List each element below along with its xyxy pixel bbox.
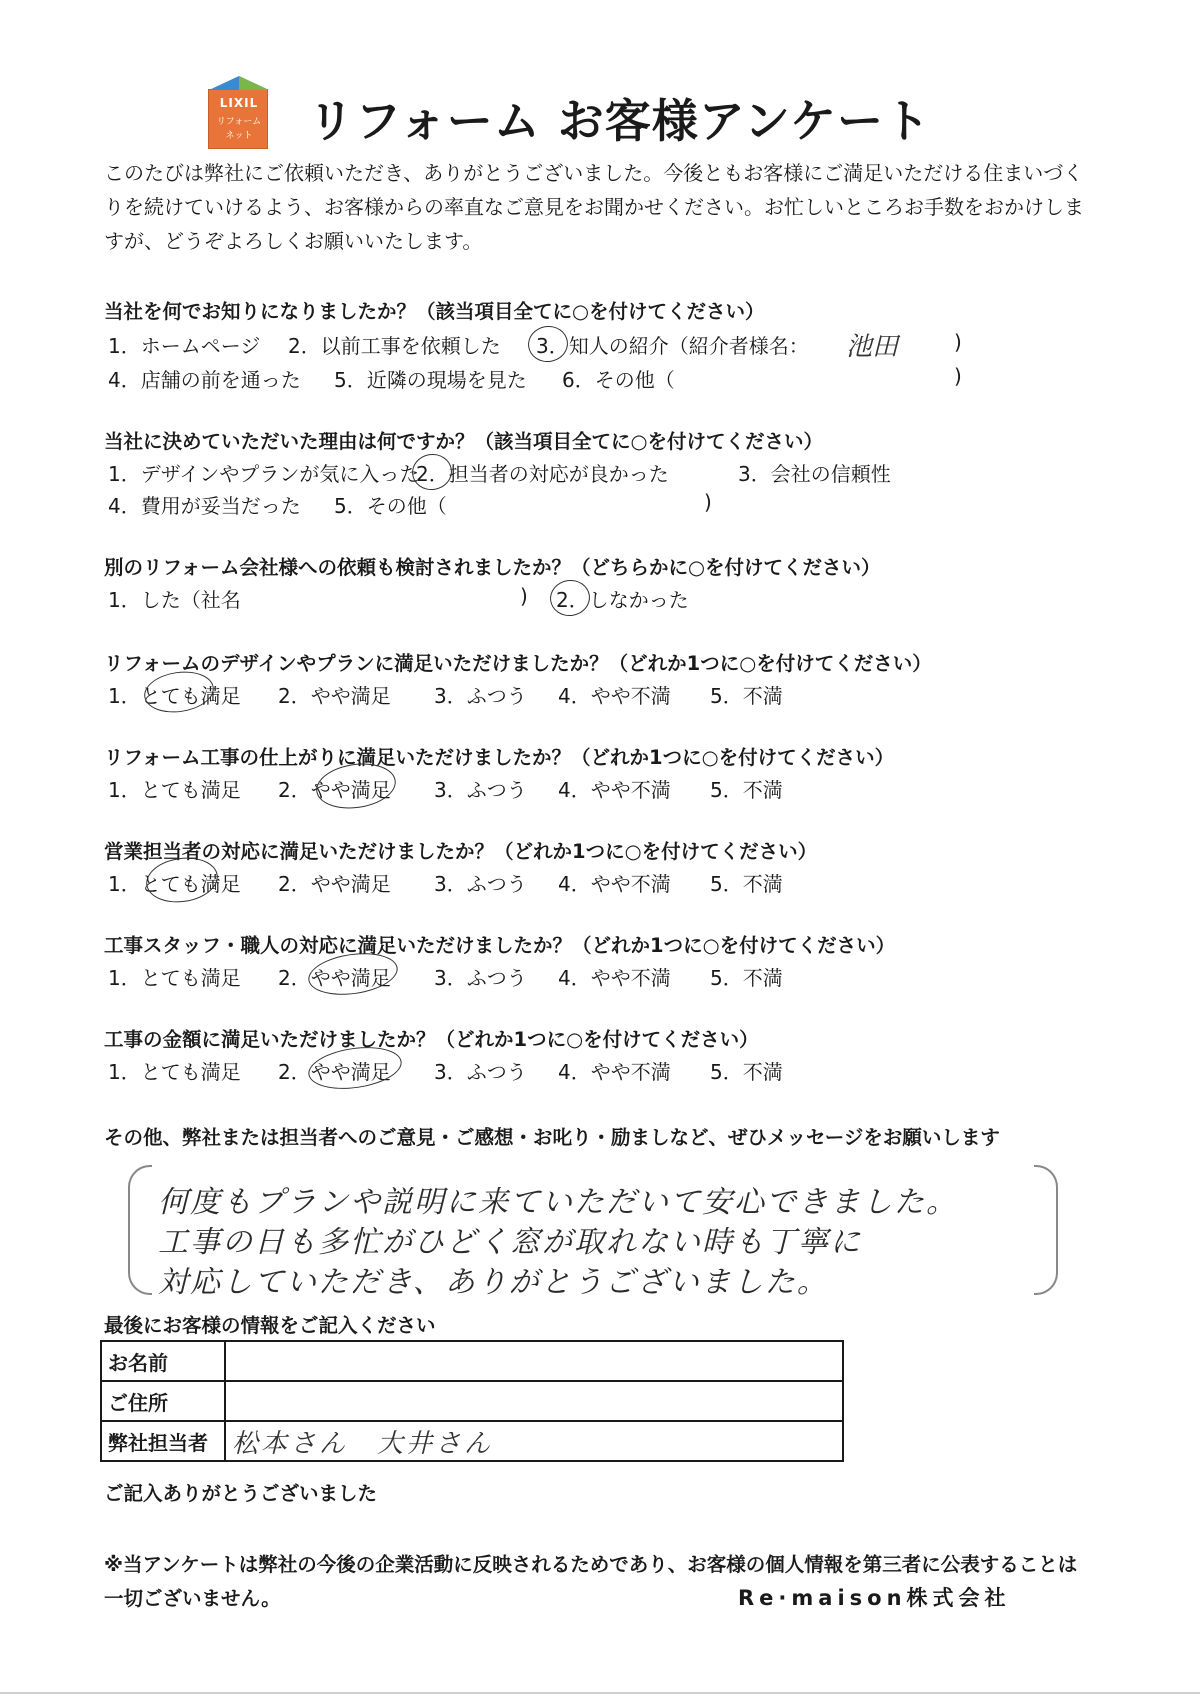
logo-text-3: ネット <box>225 131 253 141</box>
table-row <box>101 1381 843 1421</box>
q4-option-2[interactable]: 2．やや満足 <box>278 684 391 708</box>
q1-referrer-name: 池田 <box>846 332 899 362</box>
q2-option-2[interactable]: 2．担当者の対応が良かった <box>416 462 669 486</box>
comment-bracket-right <box>1034 1165 1058 1295</box>
page-title: リフォーム お客様アンケート <box>308 94 931 148</box>
comment-line-1: 何度もプランや説明に来ていただいて安心できました。 <box>158 1185 958 1220</box>
q6-option-2[interactable]: 2．やや満足 <box>278 872 391 896</box>
q8-option-4[interactable]: 4．やや不満 <box>558 1060 671 1084</box>
staff-label: 弊社担当者 <box>101 1421 225 1461</box>
q7-option-4[interactable]: 4．やや不満 <box>558 966 671 990</box>
q4-option-5[interactable]: 5．不満 <box>710 684 783 708</box>
q1-option-6-close: ) <box>954 364 962 388</box>
q3-title: 別のリフォーム会社様への依頼も検討されましたか？（どちらかに○を付けてください） <box>104 556 881 579</box>
q1-option-3-close: ) <box>954 330 962 354</box>
q1-option-3[interactable]: 3．知人の紹介（紹介者様名： <box>536 334 809 358</box>
q7-option-1[interactable]: 1．とても満足 <box>108 966 241 990</box>
logo-text-1: LIXIL <box>219 96 259 110</box>
privacy-notice: ※当アンケートは弊社の今後の企業活動に反映されるためであり、お客様の個人情報を第三者に公表することは一切ございません。 <box>104 1553 1078 1610</box>
q7-title: 工事スタッフ・職人の対応に満足いただけましたか？（どれか1つに○を付けてください） <box>104 934 896 957</box>
q7-option-3[interactable]: 3．ふつう <box>434 966 527 990</box>
staff-field[interactable] <box>225 1421 843 1461</box>
logo-roof-green <box>239 76 269 90</box>
header <box>208 85 931 151</box>
address-field[interactable] <box>225 1381 843 1421</box>
q6-option-1[interactable]: 1．とても満足 <box>108 872 241 896</box>
comment-bracket-left <box>128 1165 152 1295</box>
q5-option-3[interactable]: 3．ふつう <box>434 778 527 802</box>
q3-option-1[interactable]: 1．した（社名 <box>108 588 241 612</box>
q6-option-4[interactable]: 4．やや不満 <box>558 872 671 896</box>
q5-title: リフォーム工事の仕上がりに満足いただけましたか？（どれか1つに○を付けてください） <box>104 746 895 769</box>
q1-option-1[interactable]: 1．ホームページ <box>108 334 261 358</box>
q5-option-4[interactable]: 4．やや不満 <box>558 778 671 802</box>
q8-option-1[interactable]: 1．とても満足 <box>108 1060 241 1084</box>
q4-option-3[interactable]: 3．ふつう <box>434 684 527 708</box>
q2-title: 当社に決めていただいた理由は何ですか？（該当項目全てに○を付けてください） <box>104 430 824 453</box>
q8-option-5[interactable]: 5．不満 <box>710 1060 783 1084</box>
page-bottom-edge <box>0 1692 1200 1694</box>
q3-option-2[interactable]: 2．しなかった <box>556 588 689 612</box>
q2-option-5-close: ) <box>704 490 712 514</box>
q7-option-2[interactable]: 2．やや満足 <box>278 966 391 990</box>
lixil-logo <box>208 89 268 149</box>
q1-option-6[interactable]: 6．その他（ <box>562 368 675 392</box>
q5-option-5[interactable]: 5．不満 <box>710 778 783 802</box>
q5-option-1[interactable]: 1．とても満足 <box>108 778 241 802</box>
q1-title: 当社を何でお知りになりましたか？（該当項目全てに○を付けてください） <box>104 300 765 323</box>
table-row <box>101 1341 843 1381</box>
q3-option-1-close: ) <box>520 584 528 608</box>
q2-option-5[interactable]: 5．その他（ <box>334 494 447 518</box>
q2-option-4[interactable]: 4．費用が妥当だった <box>108 494 301 518</box>
company-name: Re·maison株式会社 <box>738 1586 1011 1610</box>
comments-title: その他、弊社または担当者へのご意見・ご感想・お叱り・励ましなど、ぜひメッセージをお願いします <box>104 1126 1000 1149</box>
q1-option-5[interactable]: 5．近隣の現場を見た <box>334 368 527 392</box>
name-label: お名前 <box>101 1341 225 1381</box>
customer-info-table <box>100 1340 844 1462</box>
intro-text: このたびは弊社にご依頼いただき、ありがとうございました。今後ともお客様にご満足いただける住まいづくりを続けていけるよう、お客様からの率直なご意見をお聞かせください。お忙しいところお手数をおかけしますが、どうぞよろしくお願いいたします。 <box>104 161 1084 253</box>
comment-line-3: 対応していただき、ありがとうございました。 <box>158 1265 829 1300</box>
q6-option-3[interactable]: 3．ふつう <box>434 872 527 896</box>
q4-option-1[interactable]: 1．とても満足 <box>108 684 241 708</box>
q1-option-2[interactable]: 2．以前工事を依頼した <box>288 334 501 358</box>
comment-line-2: 工事の日も多忙がひどく窓が取れない時も丁寧に <box>158 1225 862 1260</box>
q7-option-5[interactable]: 5．不満 <box>710 966 783 990</box>
thanks-text: ご記入ありがとうございました <box>104 1482 378 1505</box>
q8-option-3[interactable]: 3．ふつう <box>434 1060 527 1084</box>
address-label: ご住所 <box>101 1381 225 1421</box>
q5-option-2[interactable]: 2．やや満足 <box>278 778 391 802</box>
q4-option-4[interactable]: 4．やや不満 <box>558 684 671 708</box>
comment-box[interactable] <box>128 1165 1058 1300</box>
q4-title: リフォームのデザインやプランに満足いただけましたか？（どれか1つに○を付けてください） <box>104 652 932 675</box>
name-field[interactable] <box>225 1341 843 1381</box>
q2-option-1[interactable]: 1．デザインやプランが気に入った <box>108 462 420 486</box>
q8-option-2[interactable]: 2．やや満足 <box>278 1060 391 1084</box>
staff-value: 松本さん 大井さん <box>232 1428 494 1459</box>
logo-text-2: リフォーム <box>216 117 262 127</box>
q8-title: 工事の金額に満足いただけましたか？（どれか1つに○を付けてください） <box>104 1028 759 1051</box>
q6-title: 営業担当者の対応に満足いただけましたか？（どれか1つに○を付けてください） <box>104 840 818 863</box>
q6-option-5[interactable]: 5．不満 <box>710 872 783 896</box>
customer-info-title: 最後にお客様の情報をご記入ください <box>104 1314 436 1337</box>
q1-option-4[interactable]: 4．店舗の前を通った <box>108 368 301 392</box>
q2-option-3[interactable]: 3．会社の信頼性 <box>738 462 891 486</box>
table-row <box>101 1421 843 1461</box>
